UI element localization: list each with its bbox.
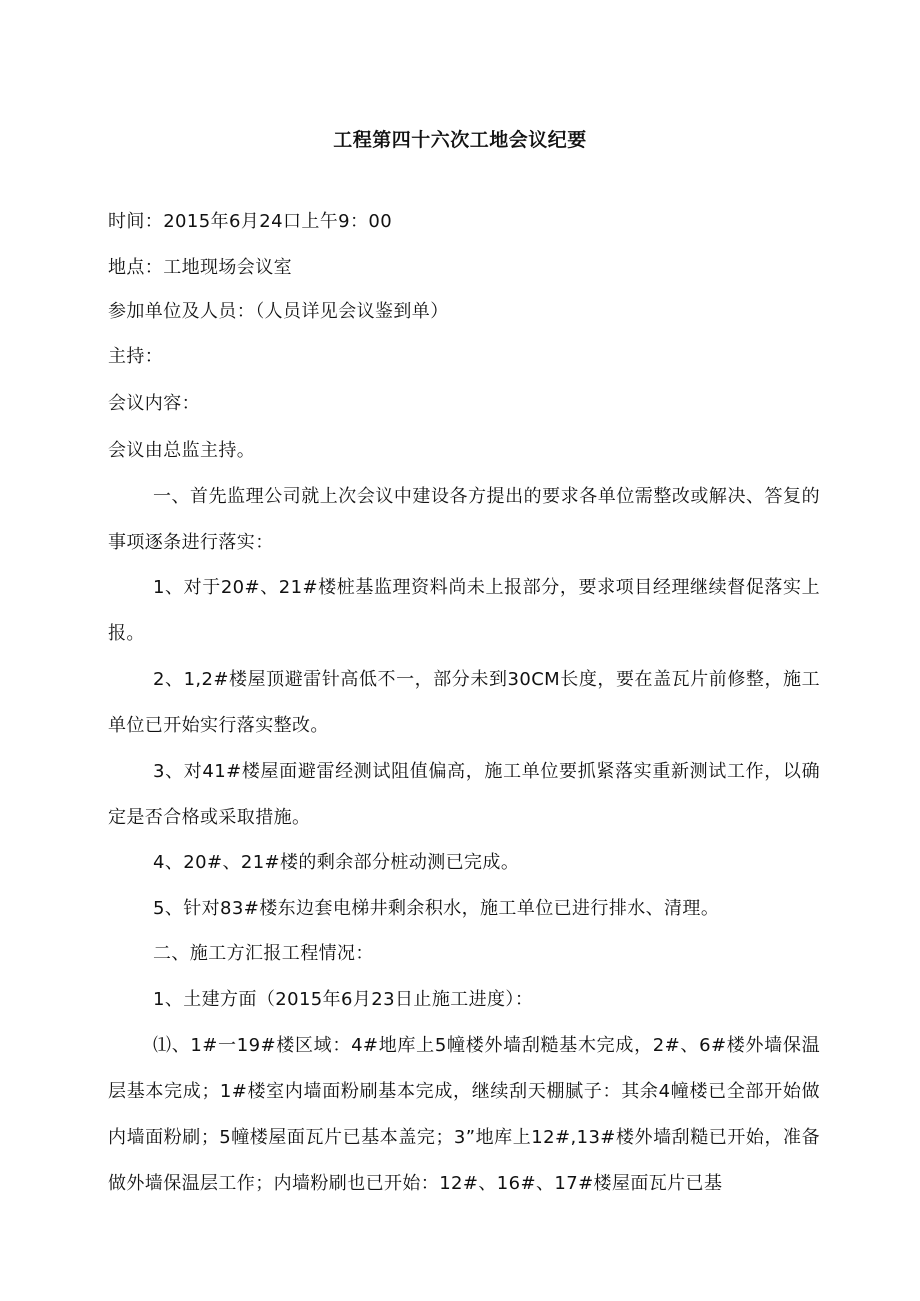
section-two-heading: 二、施工方汇报工程情况： (153, 943, 374, 964)
meeting-content-label: 会议内容： (108, 393, 200, 414)
section-one-item-4: 4、20#、21#楼的剩余部分桩动测已完成。 (153, 852, 520, 873)
section-one-item-2: 2、1,2#楼屋顶避雷针高低不一，部分未到30CM长度，要在盖瓦片前修整，施工单位已开始实行落实整改。 (108, 669, 820, 736)
meeting-time: 时间：2015年6月24口上午9：00 (108, 211, 393, 232)
section-two-subheading: 1、土建方面（2015年6月23日止施工进度）： (153, 989, 534, 1010)
document-title: 工程第四十六次工地会议纪要 (333, 129, 587, 151)
meeting-chair-note: 会议由总监主持。 (108, 440, 256, 461)
section-one-item-3: 3、对41#楼屋面避雷经测试阻值偏高，施工单位要抓紧落实重新测试工作，以确定是否合格或采取措施。 (108, 761, 820, 828)
section-one-item-5: 5、针对83#楼东边套电梯井剩余积水，施工单位已进行排水、清理。 (153, 898, 720, 919)
section-one-intro: 一、首先监理公司就上次会议中建设各方提出的要求各单位需整改或解决、答复的事项逐条进行落实： (108, 486, 820, 553)
meeting-attendees: 参加单位及人员：（人员详见会议鉴到单） (108, 301, 449, 322)
meeting-host: 主持： (108, 346, 164, 367)
meeting-place: 地点：工地现场会议室 (108, 257, 292, 278)
section-two-detail: ⑴、1#一19#楼区域：4#地库上5幢楼外墙刮糙基木完成，2#、6#楼外墙保温层基本完成；1#楼室内墙面粉刷基本完成，继续刮天棚腻子：其余4幢楼已全部开始做内墙面粉刷；5幢楼屋面瓦片已基本盖完；3”地库上12#,13#楼外墙刮糙已开始，准备做外墙保温层工作；内墙粉刷也已开始：12#、16#、17#楼屋面瓦片已基 (108, 1035, 820, 1194)
section-one-item-1: 1、对于20#、21#楼桩基监理资料尚未上报部分，要求项目经理继续督促落实上报。 (108, 577, 820, 644)
